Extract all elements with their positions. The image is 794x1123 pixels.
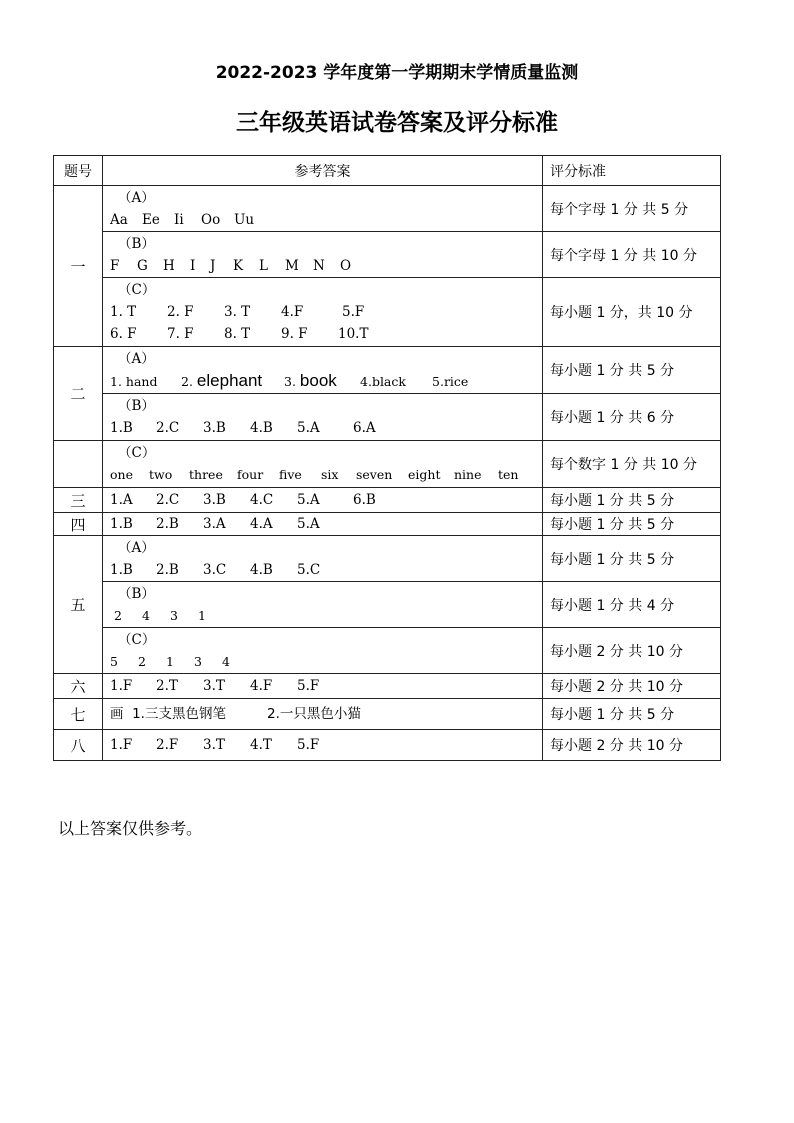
answer-cell <box>103 536 543 582</box>
section-number: 三 <box>54 488 103 513</box>
part-label: （A） <box>118 351 155 367</box>
item-word: book <box>299 371 337 390</box>
header-scoring-standard: 评分标准 <box>543 156 721 186</box>
table-row <box>54 488 721 513</box>
answer-cell <box>103 674 543 699</box>
table-row <box>54 628 721 674</box>
item-number: 1. <box>110 374 122 389</box>
answer-item: four <box>237 467 264 482</box>
item-word: rice <box>443 374 469 389</box>
answer-item: H <box>163 257 175 274</box>
footer-note: 以上答案仅供参考。 <box>58 819 203 838</box>
table-row <box>54 699 721 730</box>
answer-item: 2.B <box>156 516 179 532</box>
answer-item: 2.F <box>156 737 179 753</box>
answer-item: J <box>210 257 216 274</box>
answer-item: Ii <box>174 211 184 228</box>
item-number: 3. <box>284 374 296 389</box>
answer-item: 1.A <box>110 492 133 508</box>
answer-item: 1 <box>166 653 174 669</box>
answer-item: 2 <box>114 607 122 623</box>
answer-item: 4.C <box>250 492 274 508</box>
answer-cell <box>103 699 543 730</box>
table-row <box>54 441 721 488</box>
answer-cell <box>103 628 543 674</box>
table-row <box>54 278 721 347</box>
answer-cell <box>103 582 543 628</box>
answer-cell <box>103 730 543 761</box>
table-row <box>54 232 721 278</box>
answer-item: 5.F <box>342 304 365 320</box>
answer-item: 6.B <box>353 492 376 508</box>
answer-cell <box>103 278 543 347</box>
section-number: 八 <box>54 730 103 761</box>
answer-item: 4.T <box>250 737 272 753</box>
answer-item: I <box>190 257 196 274</box>
scoring-cell: 每小题 1 分 共 5 分 <box>543 513 721 536</box>
answer-item: 3.A <box>203 516 226 532</box>
scoring-cell: 每小题 1 分 共 4 分 <box>543 582 721 628</box>
answer-item: 10.T <box>338 326 369 342</box>
answer-item: 2. F <box>167 304 194 320</box>
table-row <box>54 394 721 441</box>
part-label: （C） <box>118 282 156 298</box>
answer-item: 4.F <box>250 678 273 694</box>
part-label: （B） <box>118 398 155 414</box>
answer-item: 4 <box>222 653 230 669</box>
answer-line <box>110 559 542 581</box>
answer-line <box>110 464 542 486</box>
answer-item: 5.A <box>297 516 320 532</box>
answer-item <box>181 370 284 393</box>
answer-item: 2.一只黑色小猫 <box>267 706 361 722</box>
answer-item: 4.F <box>281 304 304 320</box>
item-number: 2. <box>181 374 193 389</box>
answer-item: 1.F <box>110 678 133 694</box>
answer-line <box>110 489 542 511</box>
answer-item: 2 <box>138 653 146 669</box>
scoring-cell: 每小题 1 分 共 5 分 <box>543 699 721 730</box>
section-number: 二 <box>54 347 103 441</box>
answer-item: 1.F <box>110 737 133 753</box>
header-reference-answer: 参考答案 <box>103 156 543 186</box>
answer-item: L <box>259 257 268 274</box>
answer-item: F <box>110 257 120 274</box>
answer-item: three <box>189 467 223 482</box>
table-row <box>54 513 721 536</box>
section-number-empty <box>54 441 103 488</box>
answer-line <box>110 703 542 725</box>
answer-item <box>432 371 468 393</box>
answer-item: 6.A <box>353 420 376 436</box>
scoring-cell: 每个数字 1 分 共 10 分 <box>543 441 721 488</box>
table-row <box>54 582 721 628</box>
answer-item: O <box>340 257 352 274</box>
answer-item: 1.B <box>110 516 133 532</box>
table-row <box>54 674 721 699</box>
answer-item: 4.B <box>250 561 273 578</box>
section-number: 六 <box>54 674 103 699</box>
answer-line <box>110 605 542 627</box>
item-number: 4. <box>360 374 372 389</box>
item-word: elephant <box>196 371 263 390</box>
answer-cell <box>103 347 543 394</box>
answer-line <box>110 513 542 535</box>
scoring-cell: 每小题 1 分 共 6 分 <box>543 394 721 441</box>
section-number: 五 <box>54 536 103 674</box>
answer-cell <box>103 232 543 278</box>
header-question-no: 题号 <box>54 156 103 186</box>
item-number: 5. <box>432 374 444 389</box>
answer-item: 9. F <box>281 326 308 342</box>
scoring-cell: 每小题 2 分 共 10 分 <box>543 730 721 761</box>
scoring-cell: 每小题 1 分 共 5 分 <box>543 536 721 582</box>
answer-item: 4.B <box>250 420 273 436</box>
answer-item: 8. T <box>224 326 251 342</box>
answer-cell <box>103 488 543 513</box>
scoring-cell: 每小题 1 分 共 5 分 <box>543 347 721 394</box>
document-subtitle: 三年级英语试卷答案及评分标准 <box>236 110 558 136</box>
answer-item: 4.A <box>250 516 273 532</box>
table-header-row <box>54 156 721 186</box>
answer-line <box>110 370 542 392</box>
scoring-cell: 每个字母 1 分 共 10 分 <box>543 232 721 278</box>
answer-cell <box>103 441 543 488</box>
answer-item: 2.C <box>156 492 180 508</box>
answer-item <box>284 370 360 393</box>
part-label: （C） <box>118 445 156 461</box>
document-title: 2022-2023 学年度第一学期期末学情质量监测 <box>215 63 579 83</box>
answer-item: 3.C <box>203 561 227 578</box>
part-label: （B） <box>118 235 155 252</box>
answer-line <box>110 301 542 323</box>
answer-item: 2.C <box>156 420 180 436</box>
part-label: （C） <box>118 631 156 648</box>
answer-item: 5 <box>110 653 118 669</box>
item-word: hand <box>125 374 158 389</box>
answer-line <box>110 417 542 439</box>
answer-item: 5.A <box>297 492 320 508</box>
answer-item: 3.T <box>203 737 225 753</box>
answer-item: ten <box>498 467 519 482</box>
answer-item: 1 <box>198 607 206 623</box>
answer-item: 5.C <box>297 561 321 578</box>
answer-line <box>110 675 542 697</box>
answer-item: Ee <box>142 211 160 228</box>
answer-item: five <box>279 467 302 482</box>
table-row <box>54 186 721 232</box>
answer-item: nine <box>454 467 482 482</box>
answer-item: N <box>313 257 325 274</box>
answer-item: one <box>110 467 133 482</box>
part-label: （A） <box>118 539 155 556</box>
answer-table <box>53 155 721 761</box>
answer-item: 3 <box>194 653 202 669</box>
answer-item: M <box>285 257 299 274</box>
answer-item <box>360 371 432 393</box>
answer-cell <box>103 186 543 232</box>
answer-item: 5.A <box>297 420 320 436</box>
table-row <box>54 347 721 394</box>
item-word: black <box>371 374 406 389</box>
answer-item: 7. F <box>167 326 194 342</box>
answer-item: 1. T <box>110 304 137 320</box>
part-label: （A） <box>118 189 155 206</box>
answer-cell <box>103 513 543 536</box>
scoring-cell: 每小题 2 分 共 10 分 <box>543 674 721 699</box>
table-row <box>54 536 721 582</box>
answer-item: Aa <box>110 211 128 228</box>
answer-item: 4 <box>142 607 150 623</box>
answer-item: 2.B <box>156 561 179 578</box>
section-number: 七 <box>54 699 103 730</box>
answer-item: 3.B <box>203 420 226 436</box>
section-number: 一 <box>54 186 103 347</box>
answer-item: seven <box>356 467 393 482</box>
answer-line <box>110 323 542 345</box>
scoring-cell: 每个字母 1 分 共 5 分 <box>543 186 721 232</box>
answer-item: two <box>149 467 173 482</box>
answer-line <box>110 651 542 673</box>
answer-line <box>110 209 542 231</box>
answer-item: 3 <box>170 607 178 623</box>
table-row <box>54 730 721 761</box>
part-label: （B） <box>118 585 155 602</box>
answer-item: Uu <box>234 211 255 228</box>
answer-item: eight <box>408 467 441 482</box>
answer-line <box>110 255 542 277</box>
answer-item: 6. F <box>110 326 137 342</box>
section-number: 四 <box>54 513 103 536</box>
answer-item: 1.B <box>110 420 133 436</box>
answer-item: 3. T <box>224 304 251 320</box>
answer-item: six <box>321 467 339 482</box>
answer-item: 2.T <box>156 678 178 694</box>
answer-item <box>110 371 181 393</box>
answer-item: Oo <box>201 211 221 228</box>
answer-item: 5.F <box>297 737 320 753</box>
answer-item: 画 1.三支黑色钢笔 <box>110 706 226 722</box>
answer-line <box>110 734 542 756</box>
answer-item: 5.F <box>297 678 320 694</box>
scoring-cell: 每小题 1 分 共 5 分 <box>543 488 721 513</box>
answer-item: K <box>233 257 244 274</box>
answer-item: 3.B <box>203 492 226 508</box>
answer-item: G <box>137 257 148 274</box>
answer-cell <box>103 394 543 441</box>
scoring-cell: 每小题 1 分，共 10 分 <box>543 278 721 347</box>
scoring-cell: 每小题 2 分 共 10 分 <box>543 628 721 674</box>
answer-item: 3.T <box>203 678 225 694</box>
answer-item: 1.B <box>110 561 133 578</box>
